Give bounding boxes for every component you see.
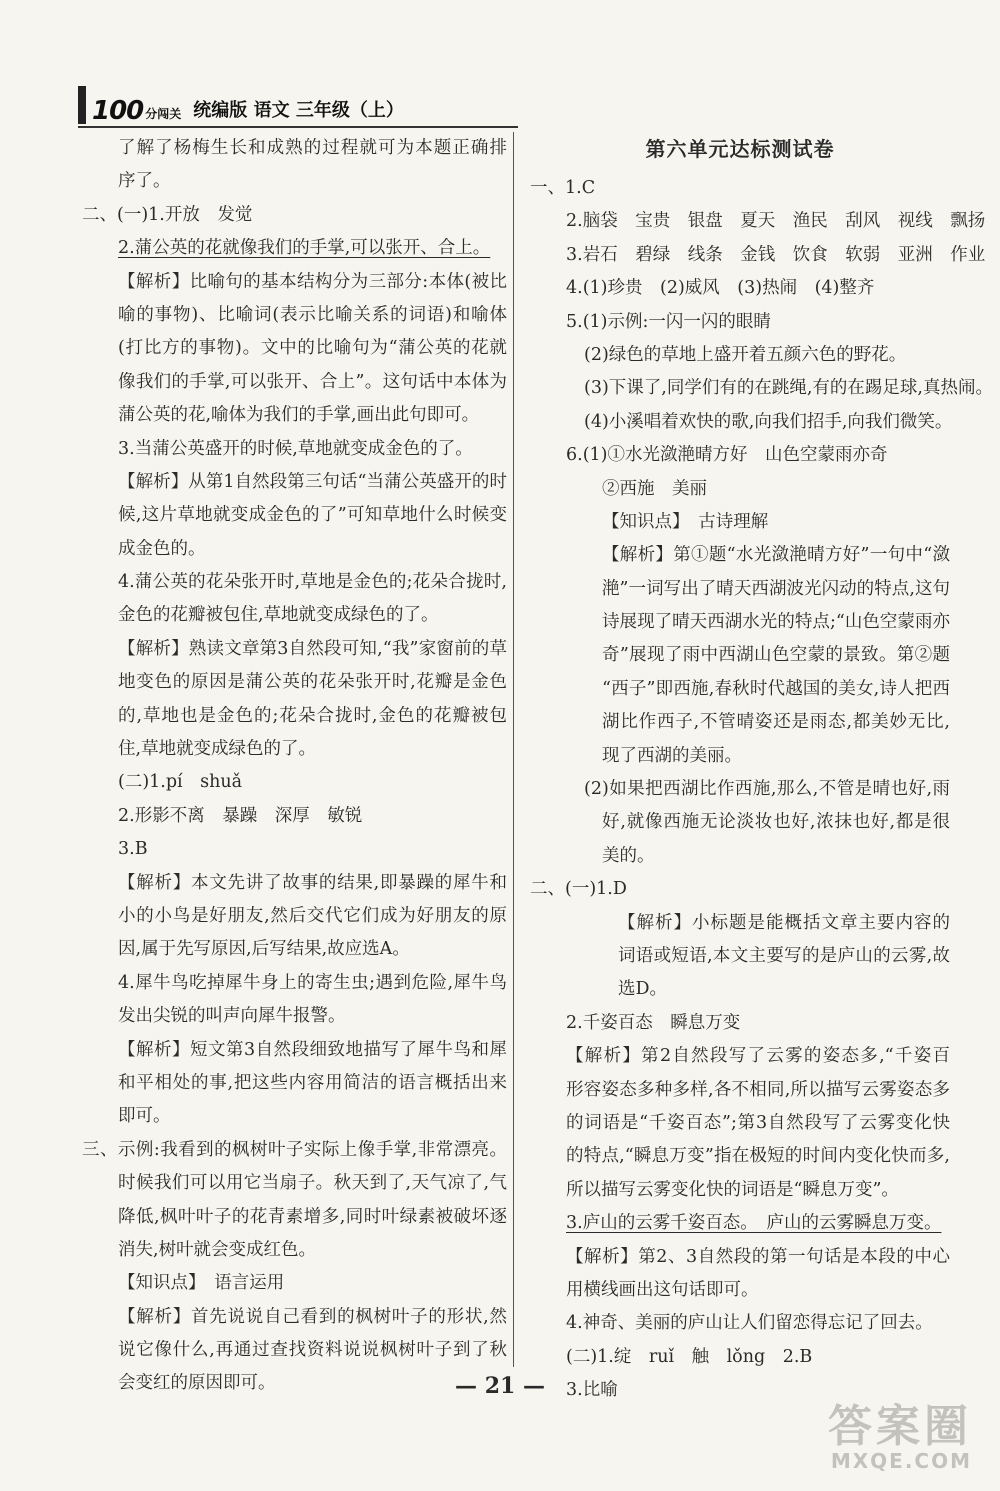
- answer-line: 的特点,“瞬息万变”指在极短的时间内变化快而多,: [566, 1146, 950, 1167]
- answer-line: 6.(1)①水光潋滟晴方好 山色空蒙雨亦奇: [566, 445, 888, 466]
- answer-line: 【知识点】 语言运用: [118, 1273, 285, 1294]
- answer-line: 2.形影不离 暴躁 深厚 敏锐: [118, 805, 363, 826]
- right-lines: [530, 172, 993, 1407]
- answer-line: 4.(1)珍贵 (2)威风 (3)热闹 (4)整齐: [566, 278, 875, 299]
- answer-line: 候,这片草地就变成金色的了”可知草地什么时候变: [118, 505, 507, 526]
- answer-line: 湖比作西子,不管晴姿还是雨态,都美妙无比,: [602, 712, 950, 733]
- answer-line: 因,属于先写原因,后写结果,故应选A。: [118, 939, 410, 960]
- answer-line: 成金色的。: [118, 538, 206, 559]
- header-title: 统编版 语文 三年级（上）: [193, 100, 404, 121]
- answer-line: 蒲公英的花,喻体为我们的手掌,画出此句即可。: [118, 405, 480, 426]
- answer-line: 3.庐山的云雾千姿百态。 庐山的云雾瞬息万变。: [566, 1213, 942, 1234]
- answer-line: 【解析】首先说说自己看到的枫树叶子的形状,然: [118, 1306, 507, 1327]
- answer-line: (打比方的事物)。文中的比喻句为“蒲公英的花就: [118, 338, 507, 359]
- answer-line: 用横线画出这句话即可。: [566, 1279, 759, 1300]
- answer-line: 喻的事物)、比喻词(表示比喻关系的词语)和喻体: [118, 304, 507, 325]
- answer-line: 一、1.C: [530, 178, 596, 198]
- answer-line: 选D。: [618, 979, 668, 1000]
- answer-line: (二)1.绽 ruǐ 触 lǒng 2.B: [566, 1346, 813, 1367]
- column-divider: [513, 132, 514, 1367]
- answer-line: 序了。: [118, 171, 171, 192]
- answer-line: 奇”展现了雨中西湖山色空蒙的景致。第②题: [602, 645, 950, 666]
- answer-line: 降低,枫叶叶子的花青素增多,同时叶绿素被破坏逐: [118, 1206, 507, 1227]
- answer-line: 金色的花瓣被包住,草地就变成绿色的了。: [118, 605, 439, 626]
- answer-line: 4.犀牛鸟吃掉犀牛身上的寄生虫;遇到危险,犀牛鸟: [118, 972, 507, 993]
- answer-line: 【解析】比喻句的基本结构分为三部分:本体(被比: [118, 271, 507, 292]
- answer-line: 时候我们可以用它当扇子。秋天到了,天气凉了,气: [118, 1173, 507, 1194]
- answer-line: 2.千姿百态 瞬息万变: [566, 1012, 741, 1033]
- left-column: [82, 132, 507, 1401]
- answer-line: 【解析】第①题“水光潋滟晴方好”一句中“潋: [602, 545, 950, 566]
- answer-line: 发出尖锐的叫声向犀牛报警。: [118, 1006, 346, 1027]
- answer-line: (2)如果把西湖比作西施,那么,不管是晴也好,雨: [584, 779, 950, 800]
- answer-line: 好,就像西施无论淡妆也好,浓抹也好,都是很: [602, 812, 950, 833]
- answer-line: 词语或短语,本文主要写的是庐山的云雾,故: [618, 945, 950, 966]
- answer-line: 消失,树叶就会变成红色。: [118, 1239, 317, 1260]
- answer-line: 【解析】第2、3自然段的第一句话是本段的中心: [566, 1246, 950, 1267]
- answer-line: 像我们的手掌,可以张开、合上”。这句话中本体为: [118, 371, 507, 392]
- watermark-logo: 答案圈: [828, 1401, 972, 1452]
- answer-line: 二、(一)1.D: [530, 879, 627, 900]
- header-divider: [78, 126, 518, 128]
- answer-line: 4.神奇、美丽的庐山让人们留恋得忘记了回去。: [566, 1313, 933, 1334]
- answer-line: “西子”即西施,春秋时代越国的美女,诗人把西: [602, 678, 950, 699]
- answer-line: 即可。: [118, 1106, 171, 1127]
- answer-line: 二、(一)1.开放 发觉: [82, 204, 253, 225]
- answer-line: 【解析】短文第3自然段细致地描写了犀牛鸟和犀: [118, 1039, 507, 1060]
- page-header: [78, 84, 538, 124]
- page-number: — 21 —: [455, 1373, 545, 1399]
- answer-line: 【知识点】 古诗理解: [602, 511, 769, 532]
- answer-line: 和平相处的事,把这些内容用简洁的语言概括出来: [118, 1072, 507, 1093]
- answer-line: 3.比喻: [566, 1380, 618, 1401]
- answer-line: 了解了杨梅生长和成熟的过程就可为本题正确排: [118, 138, 507, 158]
- answer-line: ②西施 美丽: [602, 478, 707, 499]
- answer-line: 现了西湖的美丽。: [602, 745, 742, 766]
- answer-line: 三、示例:我看到的枫树叶子实际上像手掌,非常漂亮。: [82, 1139, 507, 1160]
- answer-line: 【解析】熟读文章第3自然段可知,“我”家窗前的草: [118, 638, 507, 659]
- answer-line: 5.(1)示例:一闪一闪的眼睛: [566, 311, 771, 332]
- brand-logo: [78, 86, 181, 124]
- watermark-url: MXQE.COM: [830, 1449, 972, 1473]
- answer-line: 【解析】第2自然段写了云雾的姿态多,“千姿百: [566, 1046, 950, 1067]
- answer-line: (二)1.pí shuǎ: [118, 772, 243, 793]
- answer-line: 2.脑袋 宝贵 银盘 夏天 渔民 刮风 视线 飘扬: [566, 211, 986, 232]
- answer-line: 所以描写云雾变化快的词语是“瞬息万变”。: [566, 1179, 899, 1200]
- answer-line: 4.蒲公英的花朵张开时,草地是金色的;花朵合拢时,: [118, 572, 507, 593]
- answer-line: 住,草地就变成绿色的了。: [118, 739, 317, 760]
- answer-line: 3.岩石 碧绿 线条 金钱 饮食 软弱 亚洲 作业: [566, 244, 986, 265]
- right-column: [530, 132, 993, 1407]
- logo-text: 分闯关: [145, 107, 182, 121]
- answer-line: 【解析】本文先讲了故事的结果,即暴躁的犀牛和: [118, 872, 507, 893]
- answer-line: 说它像什么,再通过查找资料说说枫树叶子到了秋: [118, 1340, 507, 1361]
- answer-line: 小的小鸟是好朋友,然后交代它们成为好朋友的原: [118, 905, 507, 926]
- answer-line: (4)小溪唱着欢快的歌,向我们招手,向我们微笑。: [584, 411, 953, 432]
- answer-line: 形容姿态多种多样,各不相同,所以描写云雾姿态多: [566, 1079, 950, 1100]
- logo-number: 100: [92, 96, 144, 126]
- answer-line: 的词语是“千姿百态”;第3自然段写了云雾变化快: [566, 1112, 950, 1133]
- answer-line: 地变色的原因是蒲公英的花朵张开时,花瓣是金色: [118, 672, 507, 693]
- answer-line: 诗展现了晴天西湖水光的特点;“山色空蒙雨亦: [602, 612, 950, 633]
- answer-line: 3.B: [118, 839, 148, 860]
- answer-line: 滟”一词写出了晴天西湖波光闪动的特点,这句: [602, 578, 950, 599]
- answer-line: 会变红的原因即可。: [118, 1373, 276, 1394]
- answer-line: (3)下课了,同学们有的在跳绳,有的在踢足球,真热闹。: [584, 378, 993, 399]
- watermark: [828, 1401, 972, 1473]
- answer-line: 美的。: [602, 845, 655, 866]
- section-title: 第六单元达标测试卷: [645, 137, 835, 161]
- answer-line: (2)绿色的草地上盛开着五颜六色的野花。: [584, 344, 907, 365]
- answer-line: 的,草地也是金色的;花朵合拢时,金色的花瓣被包: [118, 705, 507, 726]
- answer-line: 2.蒲公英的花就像我们的手掌,可以张开、合上。: [118, 238, 491, 259]
- answer-line: 【解析】小标题是能概括文章主要内容的: [618, 912, 950, 933]
- answer-line: 【解析】从第1自然段第三句话“当蒲公英盛开的时: [118, 471, 507, 492]
- answer-line: 3.当蒲公英盛开的时候,草地就变成金色的了。: [118, 438, 473, 459]
